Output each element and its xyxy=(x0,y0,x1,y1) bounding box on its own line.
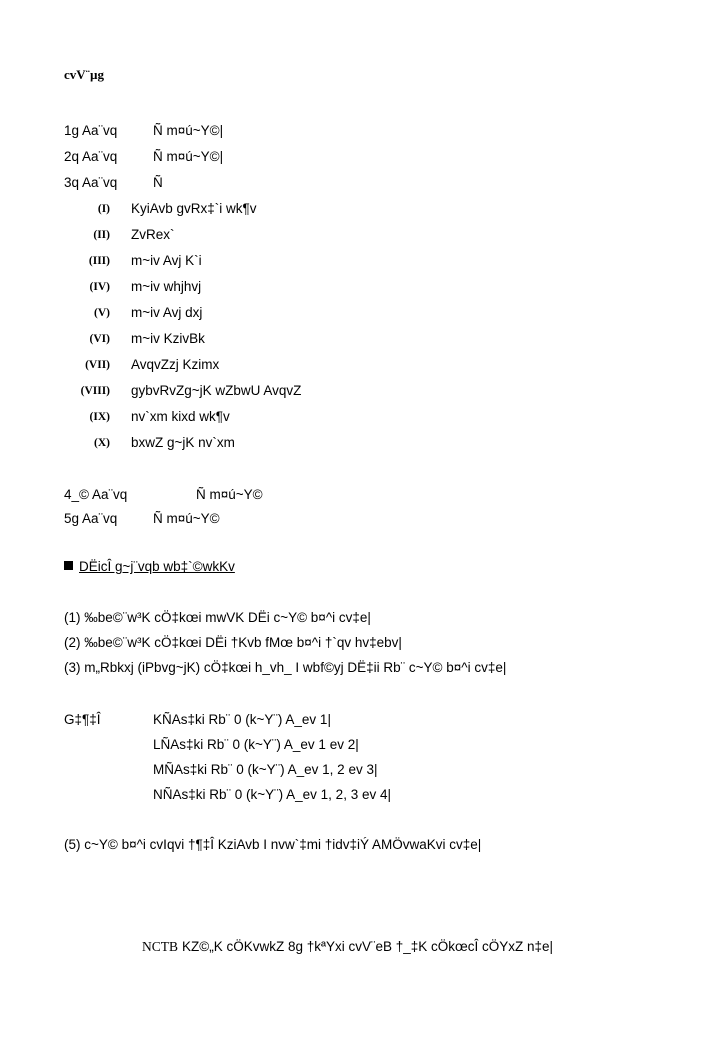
square-bullet-icon xyxy=(64,561,73,570)
instruction-1: (1) ‰be©¨w³K cÖ‡kœi mwVK DËi c~Y© b¤^i cv‡e| xyxy=(64,610,371,625)
footer-text: KZ©„K cÖKvwkZ 8g †kªYxi cvV¨eB †_‡K cÖkœcÎ cÖYxZ n‡e| xyxy=(182,939,554,954)
sub-item-roman: (VI) xyxy=(89,333,110,345)
sub-item-text: ZvRex` xyxy=(131,227,175,242)
instruction-2: (2) ‰be©¨w³K cÖ‡kœi DËi †Kvb fMœ b¤^i †`qv hv‡ebv| xyxy=(64,635,402,650)
marking-line: LÑAs‡ki Rb¨ 0 (k~Y¨) A_ev 1 ev 2| xyxy=(153,737,359,752)
lesson-4-status: Ñ m¤ú~Y© xyxy=(196,487,263,502)
lesson-2-number: 2q Aa¨vq xyxy=(64,149,118,164)
sub-item-text: m~iv KzivBk xyxy=(131,331,205,346)
marking-label: G‡¶‡Î xyxy=(64,712,101,727)
sub-item-roman: (IV) xyxy=(89,281,110,293)
sub-item-roman: (X) xyxy=(94,437,110,449)
instruction-5: (5) c~Y© b¤^i cvIqvi †¶‡Î KziAvb I nvw`‡mi †idv‡iÝ AMÖvwaKvi cv‡e| xyxy=(64,837,482,852)
lesson-3-status: Ñ xyxy=(153,175,163,190)
sub-item-text: gybvRvZg~jK wZbwU AvqvZ xyxy=(131,383,302,398)
lesson-5-number: 5g Aa¨vq xyxy=(64,511,118,526)
sub-item-text: m~iv Avj K`i xyxy=(131,253,202,268)
sub-item-text: bxwZ g~jK nv`xm xyxy=(131,435,235,450)
sub-item-roman: (III) xyxy=(88,255,110,267)
page-title: cvV¨µg xyxy=(64,67,104,82)
section-heading-text: DËicÎ g~j¨vqb wb‡`©wkKv xyxy=(79,559,235,574)
sub-item-text: m~iv whjhvj xyxy=(131,279,202,294)
sub-item-roman: (V) xyxy=(94,307,110,319)
marking-line: MÑAs‡ki Rb¨ 0 (k~Y¨) A_ev 1, 2 ev 3| xyxy=(153,762,378,777)
instruction-3: (3) m„Rbkxj (iPbvg~jK) cÖ‡kœi h_vh_ I wbf©yj DË‡ii Rb¨ c~Y© b¤^i cv‡e| xyxy=(64,660,507,675)
sub-item-roman: (VII) xyxy=(85,359,110,371)
sub-item-roman: (I) xyxy=(97,203,110,215)
sub-item-text: KyiAvb gvRx‡`i wk¶v xyxy=(131,201,257,216)
lesson-2-status: Ñ m¤ú~Y©| xyxy=(153,149,224,164)
lesson-3-number: 3q Aa¨vq xyxy=(64,175,118,190)
marking-line: KÑAs‡ki Rb¨ 0 (k~Y¨) A_ev 1| xyxy=(153,712,331,727)
lesson-4-number: 4_© Aa¨vq xyxy=(64,487,128,502)
sub-item-roman: (II) xyxy=(93,229,110,241)
footer-org: NCTB xyxy=(142,939,179,954)
sub-item-roman: (IX) xyxy=(89,411,110,423)
sub-item-text: m~iv Avj dxj xyxy=(131,305,203,320)
footer-note xyxy=(142,938,553,956)
section-heading xyxy=(64,559,235,574)
sub-item-roman: (VIII) xyxy=(80,385,110,397)
lesson-5-status: Ñ m¤ú~Y© xyxy=(153,511,220,526)
sub-item-text: nv`xm kixd wk¶v xyxy=(131,409,230,424)
lesson-1-status: Ñ m¤ú~Y©| xyxy=(153,123,224,138)
lesson-1-number: 1g Aa¨vq xyxy=(64,123,118,138)
marking-line: NÑAs‡ki Rb¨ 0 (k~Y¨) A_ev 1, 2, 3 ev 4| xyxy=(153,787,391,802)
sub-item-text: AvqvZzj Kzimx xyxy=(131,357,220,372)
